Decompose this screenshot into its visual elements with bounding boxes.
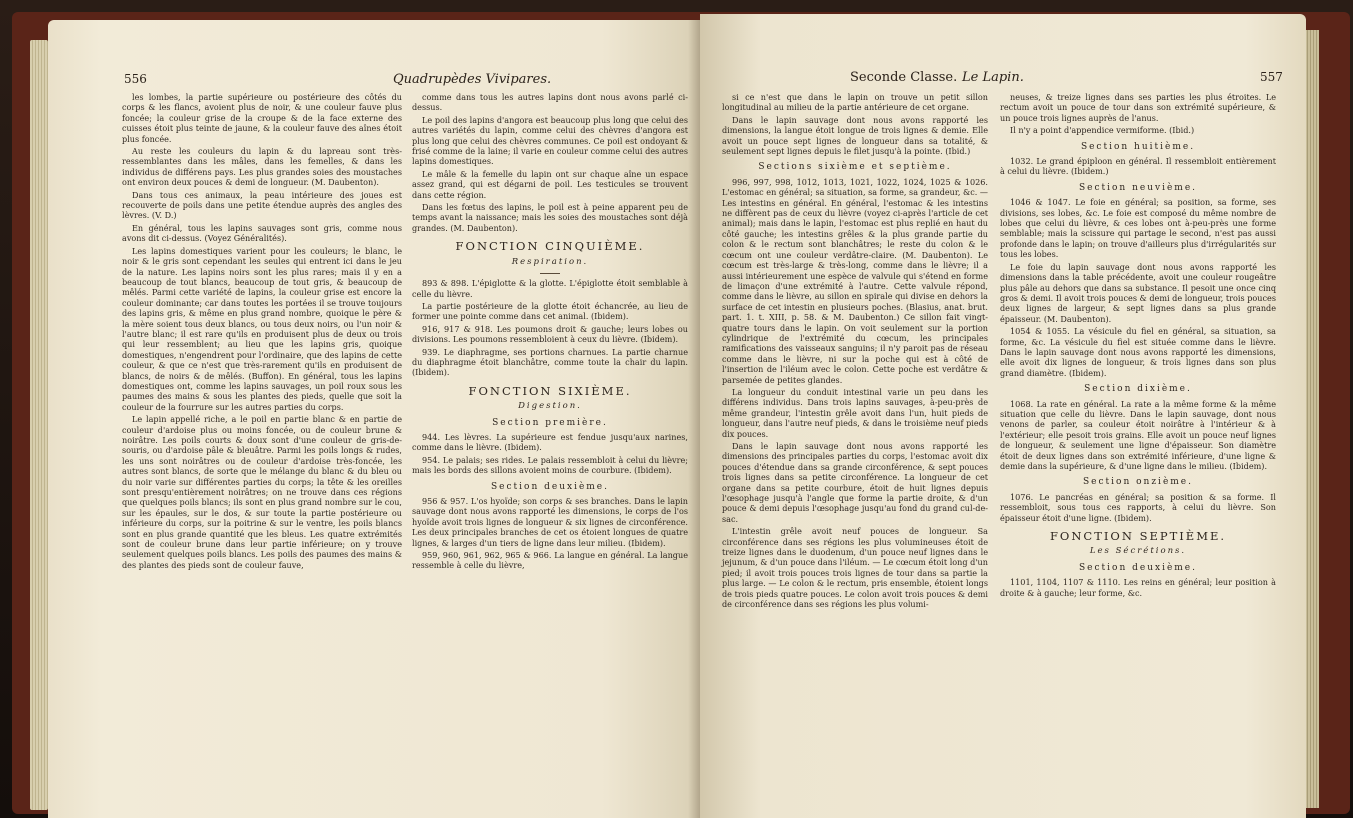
paragraph: Dans le lapin sauvage dont nous avons rapporté les dimensions des principales parties du corps, l'estomac avoit dix pouces d'étendue dans sa grande circonférence, & sept pouces trois lignes dans sa petite circonférence. La longueur de cet organe dans sa petite courbure, étoit de huit lignes depuis l'œsophage jusqu'à l'angle que forme la partie droite, & d'un pouce & demi depuis l'œsophage jusqu'au fond du grand cul-de-sac. <box>722 441 988 524</box>
paragraph: Dans tous ces animaux, la peau intérieure des joues est recouverte de poils dans une petite étendue auprès des angles des lèvres. (V. D.) <box>122 189 402 221</box>
right-page <box>700 14 1306 818</box>
paragraph: 944. Les lèvres. La supérieure est fendue jusqu'aux narines, comme dans le lièvre. (Ibidem). <box>412 431 688 453</box>
paragraph: Dans le lapin sauvage dont nous avons rapporté les dimensions, la langue étoit longue de trois lignes & demie. Elle avoit un pouce sept lignes de longueur dans sa totalité, & seulement sept lignes depuis le filet jusqu'à la pointe. (Ibid.) <box>722 114 988 157</box>
section-heading: Section deuxième. <box>491 481 609 492</box>
section-heading: Section deuxième. <box>1079 562 1197 573</box>
section-heading: Section onzième. <box>1083 477 1193 488</box>
right-running-head-title: Le Lapin. <box>962 70 1024 85</box>
right-column-1 <box>722 92 988 612</box>
page-edges-left <box>30 40 48 810</box>
paragraph: comme dans tous les autres lapins dont nous avons parlé ci-dessus. <box>412 92 688 113</box>
paragraph: 916, 917 & 918. Les poumons droit & gauche; leurs lobes ou divisions. Les poumons ressembloient à ceux du lièvre. (Ibidem). <box>412 323 688 345</box>
paragraph: 1068. La rate en général. La rate a la même forme & la même situation que celle du lièvre. Dans le lapin sauvage, dont nous venons de parler, sa couleur étoit noirâtre à l'intérieur & à l'extérieur; elle pesoit trois grains. Elle avoit un pouce neuf lignes de longueur, & seulement une ligne d'épaisseur. Son diamètre étoit de deux lignes dans son extrémité inférieure, d'une ligne & demie dans la supérieure, & d'une ligne dans le milieu. (Ibidem). <box>1000 398 1276 471</box>
divider <box>540 273 560 274</box>
paragraph: 1032. Le grand épiploon en général. Il ressembloit entièrement à celui du lièvre. (Ibidem.) <box>1000 156 1276 177</box>
paragraph: 1101, 1104, 1107 & 1110. Les reins en général; leur position à droite & à gauche; leur forme, &c. <box>1000 577 1276 598</box>
heading-fonction-7: FONCTION SEPTIÈME. <box>1049 529 1227 544</box>
paragraph: 939. Le diaphragme, ses portions charnues. La partie charnue du diaphragme étoit blanchâtre, comme toute la chair du lapin. (Ibidem). <box>412 346 688 378</box>
paragraph: Le foie du lapin sauvage dont nous avons rapporté les dimensions dans la table précédente, avoit une couleur rougeâtre plus pâle au dehors que dans sa substance. Il pesoit une once cinq gros & demi. Il avoit trois pouces & demi de longueur, trois pouces deux lignes de largeur, & sept lignes dans sa plus grande épaisseur. (M. Daubenton). <box>1000 261 1276 324</box>
paragraph: Dans les fœtus des lapins, le poil est à peine apparent peu de temps avant la naissance; mais les soies des moustaches sont déjà grandes. (M. Daubenton). <box>412 202 688 233</box>
paragraph: Le mâle & la femelle du lapin ont sur chaque aîne un espace assez grand, qui est dégarni de poil. Les testicules se trouvent dans cette région. <box>412 168 688 200</box>
left-page-number: 556 <box>124 72 147 86</box>
paragraph: La longueur du conduit intestinal varie un peu dans les différens individus. Dans trois lapins sauvages, à-peu-près de même grandeur, l'intestin grêle avoit dans l'un, huit pieds de longueur, dans l'autre neuf pieds, & dans le troisième neuf pieds dix pouces. <box>722 386 988 439</box>
paragraph: Le lapin appellé riche, a le poil en partie blanc & en partie de couleur d'ardoise plus ou moins foncée, ou de couleur brune & noirâtre. Les poils courts & doux sont d'une couleur de gris-de-souris, ou d'ardoise pâle & bleuâtre. Parmi les poils longs & rudes, les uns sont noirâtres ou de couleur d'ardoise très-foncée, les autres sont blancs, de sorte que le mélange du blanc & du bleu ou du noir varie sur différentes parties du corps; la tête & les oreilles sont presqu'entièrement noirâtres; on ne trouve dans ces régions que quelques poils blancs; ils sont en plus grand nombre sur le cou, sur les épaules, sur le dos, & sur toute la partie postérieure ou inférieure du corps, sur la poitrine & sur le ventre, les poils blancs sont en plus grande quantité que les bleus. Les quatre extrémités sont de couleur brune dans leur partie inférieure; on y trouve seulement quelques poils blancs. Les poils des paumes des mains & des plantes des pieds sont de couleur fauve, <box>122 414 402 570</box>
right-page-number: 557 <box>1260 70 1283 84</box>
page-edges-right <box>1305 30 1319 808</box>
paragraph: 893 & 898. L'épiglotte & la glotte. L'épiglotte étoit semblable à celle du lièvre. <box>412 278 688 299</box>
paragraph: 996, 997, 998, 1012, 1013, 1021, 1022, 1024, 1025 & 1026. L'estomac en général; sa situation, sa forme, sa grandeur, &c. — Les intestins en général. En général, l'estomac & les intestins ne diffèrent pas de ceux du lièvre (voyez ci-après l'article de cet animal); mais dans le lapin, l'estomac est plus replié en haut du côté gauche; les intestins grêles & la plus grande partie du colon & le rectum sont blanchâtres; le reste du colon & le cœcum ont une couleur verdâtre-claire. (M. Daubenton). Le cœcum est très-large & très-long, comme dans le lièvre; il a aussi intérieurement une espèce de valvule qui s'étend en forme de limaçon d'une extrémité à l'autre. Cette valvule répond, comme dans le lièvre, au sillon en spirale qui divise en dehors la surface de cet intestin en plusieurs poches. (Blasius, anat. brut. part. 1. t. XIII, p. 58. & M. Daubenton.) Ce sillon fait vingt-quatre tours dans le lapin. On voit seulement sur la portion cylindrique de l'extrémité du cœcum, les principales ramifications des vaisseaux sanguins; il n'y paroit pas de réseau comme dans le lièvre, ni sur la poche qui est à côté de l'insertion de l'iléum avec le colon. Cette poche est verdâtre & parsemée de petites glandes. <box>722 176 988 385</box>
paragraph: La partie postérieure de la glotte étoit échancrée, au lieu de former une pointe comme dans cet animal. (Ibidem). <box>412 300 688 322</box>
left-column-1 <box>122 92 402 572</box>
paragraph: 956 & 957. L'os hyoïde; son corps & ses branches. Dans le lapin sauvage dont nous avons rapporté les dimensions, le corps de l'os hyoïde avoit trois lignes de longueur & six lignes de circonférence. Les deux principales branches de cet os étoient longues de quatre lignes, & larges d'un tiers de ligne dans leur milieu. (Ibidem). <box>412 496 688 548</box>
section-heading: Sections sixième et septième. <box>758 162 952 173</box>
paragraph: Les lapins domestiques varient pour les couleurs; le blanc, le noir & le gris sont cependant les seules qui entrent ici dans le jeu de la nature. Les lapins noirs sont les plus rares; mais il y en a beaucoup de tout blancs, beaucoup de tout gris, & beaucoup de mêlés. Parmi cette variété de lapins, la couleur grise est encore la couleur dominante; car dans toutes les portées il se trouve toujours des lapins gris, & même en plus grand nombre, quoique le père & la mère soient tous deux blancs, ou tous deux noirs, ou l'un noir & l'autre blanc; il est rare qu'ils en produisent plus de deux ou trois qui leur ressemblent; au lieu que les lapins gris, quoique domestiques, n'engendrent pour l'ordinaire, que des lapins de cette couleur, & que ce n'est que très-rarement qu'ils en produisent de blancs, de noirs & de mêlés. (Buffon). En général, tous les lapins domestiques ont, comme les lapins sauvages, un poil roux sous les paumes des mains & sous les plantes des pieds, quelle que soit la couleur de la fourrure sur les autres parties du corps. <box>122 245 402 412</box>
section-heading: Section dixième. <box>1084 384 1192 395</box>
subheading-secretions: Les Sécrétions. <box>1089 546 1187 557</box>
paragraph: Au reste les couleurs du lapin & du lapreau sont très-ressemblantes dans les mâles, dans les femelles, & dans les individus de différens pays. Les plus grandes soies des moustaches ont environ deux pouces & demi de longueur. (M. Daubenton). <box>122 146 402 188</box>
paragraph: si ce n'est que dans le lapin on trouve un petit sillon longitudinal au milieu de la partie antérieure de cet organe. <box>722 92 988 113</box>
paragraph: L'intestin grêle avoit neuf pouces de longueur. Sa circonférence dans ses régions les plus volumineuses étoit de treize lignes dans le duodenum, d'un pouce neuf lignes dans le jejunum, & d'un pouce dans l'iléum. — Le cœcum étoit long d'un pied; il avoit trois pouces trois lignes de tour dans sa partie la plus large. — Le colon & le rectum, pris ensemble, étoient longs de trois pieds quatre pouces. Le colon avoit trois pouces & demi de circonférence dans ses régions les plus volumi- <box>722 526 988 610</box>
left-running-head: Quadrupèdes Vivipares. <box>393 72 552 87</box>
right-running-head-class: Seconde Classe. <box>850 70 958 85</box>
section-heading: Section huitième. <box>1080 141 1196 152</box>
section-heading: Section première. <box>492 417 608 428</box>
heading-fonction-5: FONCTION CINQUIÈME. <box>455 239 645 254</box>
paragraph: 954. Le palais; ses rides. Le palais ressembloit à celui du lièvre; mais les bords des sillons avoient moins de courbure. (Ibidem). <box>412 454 688 476</box>
paragraph: neuses, & treize lignes dans ses parties les plus étroites. Le rectum avoit un pouce de tour dans son extrémité supérieure, & un pouce trois lignes auprès de l'anus. <box>1000 92 1276 123</box>
subheading-respiration: Respiration. <box>511 256 589 267</box>
subheading-digestion: Digestion. <box>518 401 582 412</box>
paragraph: Il n'y a point d'appendice vermiforme. (Ibid.) <box>1010 125 1195 136</box>
paragraph: Le poil des lapins d'angora est beaucoup plus long que celui des autres variétés du lapin, comme celui des chèvres d'angora est plus long que celui des chèvres communes. Ce poil est ondoyant & frisé comme de la laine; il varie en couleur comme celui des autres lapins domestiques. <box>412 114 688 167</box>
right-column-2 <box>1000 92 1276 600</box>
heading-fonction-6: FONCTION SIXIÈME. <box>468 383 632 398</box>
paragraph: 1076. Le pancréas en général; sa position & sa forme. Il ressembloit, sous tous ces rapports, à celui du lièvre. Son épaisseur étoit d'une ligne. (Ibidem). <box>1000 491 1276 523</box>
paragraph: En général, tous les lapins sauvages sont gris, comme nous avons dit ci-dessus. (Voyez Généralités). <box>122 222 402 244</box>
left-column-2 <box>412 92 688 573</box>
paragraph: 1046 & 1047. Le foie en général; sa position, sa forme, ses divisions, ses lobes, &c. Le foie est composé du même nombre de lobes que celui du lièvre, & ces lobes ont à-peu-près une forme semblable; mais la scissure qui partage le second, n'est pas aussi profonde dans le lapin; on trouve d'ailleurs plus d'irrégularités sur tous les lobes. <box>1000 197 1276 260</box>
paragraph: 959, 960, 961, 962, 965 & 966. La langue en général. La langue ressemble à celle du lièvre, <box>412 550 688 571</box>
left-page <box>48 20 700 818</box>
section-heading: Section neuvième. <box>1078 182 1198 193</box>
paragraph: 1054 & 1055. La vésicule du fiel en général, sa situation, sa forme, &c. La vésicule du fiel est située comme dans le lièvre. Dans le lapin sauvage dont nous avons rapporté les dimensions, elle avoit dix lignes de longueur, & trois lignes dans son plus grand diamètre. (Ibidem). <box>1000 326 1276 378</box>
paragraph: les lombes, la partie supérieure ou postérieure des côtés du corps & les flancs, avoient plus de noir, & une couleur fauve plus foncée; la couleur grise de la croupe & de la face externe des cuisses étoit plus teinte de jaune, & la couleur fauve des aînes étoit plus foncée. <box>122 92 402 144</box>
